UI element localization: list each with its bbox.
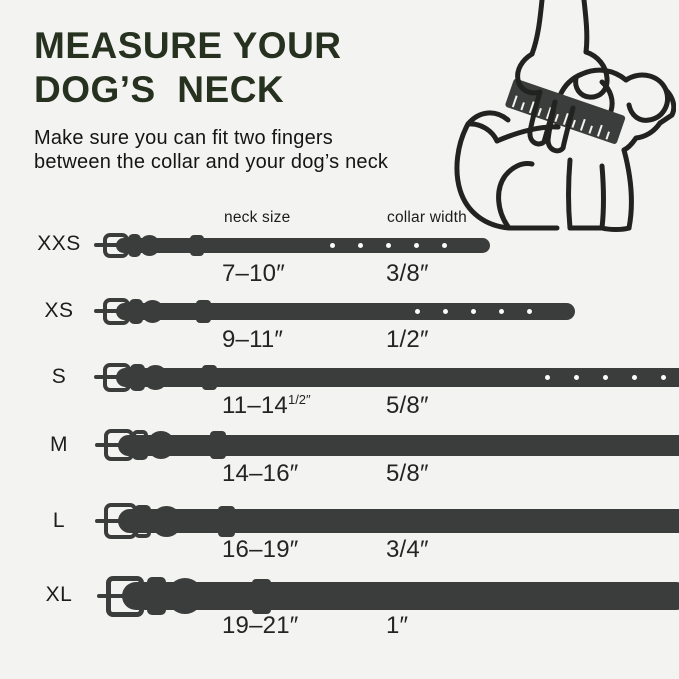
subtitle-line-1: Make sure you can fit two fingers bbox=[34, 127, 333, 149]
belt-keeper bbox=[218, 506, 235, 537]
dog-chest bbox=[624, 150, 631, 228]
title-line-2: DOG’S NECK bbox=[34, 69, 285, 110]
collar-strap bbox=[118, 435, 679, 456]
keeper-loop bbox=[147, 577, 166, 615]
hand-measuring-dog-illustration bbox=[452, 0, 676, 232]
buckle-frame bbox=[106, 576, 144, 617]
column-header-collar-width: collar width bbox=[387, 209, 467, 226]
d-ring bbox=[167, 578, 203, 614]
d-ring bbox=[139, 235, 160, 256]
dog-ear bbox=[626, 75, 667, 120]
neck-size-value: 7–10″ bbox=[222, 260, 285, 287]
neck-size-value: $11-14^{1/2''}$ bbox=[222, 392, 311, 419]
collar-strap bbox=[118, 509, 679, 533]
keeper-loop bbox=[132, 430, 148, 460]
collar-holes bbox=[545, 375, 666, 380]
column-header-neck-size: neck size bbox=[224, 209, 291, 226]
buckle-frame bbox=[104, 503, 137, 539]
collar-strap bbox=[122, 582, 679, 610]
page-subtitle bbox=[34, 126, 388, 174]
buckle-frame bbox=[104, 429, 134, 461]
buckle-frame bbox=[103, 363, 131, 392]
size-label: S bbox=[51, 365, 67, 388]
neck-size-value: 16–19″ bbox=[222, 536, 299, 563]
d-ring bbox=[141, 300, 164, 323]
buckle-frame bbox=[103, 298, 130, 325]
collar-width-value: 3/4″ bbox=[386, 536, 429, 563]
collar-width-value: 3/8″ bbox=[386, 260, 429, 287]
keeper-loop bbox=[134, 505, 151, 538]
collar-width-value: 5/8″ bbox=[386, 392, 429, 419]
buckle-frame bbox=[103, 233, 129, 258]
collar-width-value: 1/2″ bbox=[386, 326, 429, 353]
d-ring bbox=[143, 365, 168, 390]
subtitle-line-2: between the collar and your dog’s neck bbox=[34, 151, 389, 173]
belt-keeper bbox=[252, 579, 271, 614]
belt-keeper bbox=[196, 300, 211, 323]
collar-width-value: 5/8″ bbox=[386, 460, 429, 487]
collar-holes bbox=[415, 309, 532, 314]
dog-haunch bbox=[499, 164, 532, 228]
neck-size-value: 9–11″ bbox=[222, 326, 284, 353]
d-ring bbox=[151, 506, 182, 537]
belt-keeper bbox=[210, 431, 226, 459]
dog-front-leg-left bbox=[569, 160, 603, 228]
neck-size-fraction: 1/2″ bbox=[287, 392, 311, 407]
collar-width-value: 1″ bbox=[386, 612, 409, 639]
neck-size-value: 14–16″ bbox=[222, 460, 299, 487]
belt-keeper bbox=[190, 235, 204, 256]
neck-size-value: 19–21″ bbox=[222, 612, 299, 639]
title-line-1: MEASURE YOUR bbox=[34, 25, 342, 66]
dog-front-leg-right bbox=[602, 166, 629, 230]
size-label: XS bbox=[44, 299, 74, 322]
size-label: XL bbox=[45, 583, 73, 606]
size-label: L bbox=[52, 509, 66, 532]
size-label: XXS bbox=[37, 232, 81, 255]
size-label: M bbox=[50, 433, 68, 456]
page-title bbox=[34, 24, 342, 112]
belt-keeper bbox=[202, 365, 217, 390]
collar-holes bbox=[330, 243, 447, 248]
d-ring bbox=[147, 431, 175, 459]
